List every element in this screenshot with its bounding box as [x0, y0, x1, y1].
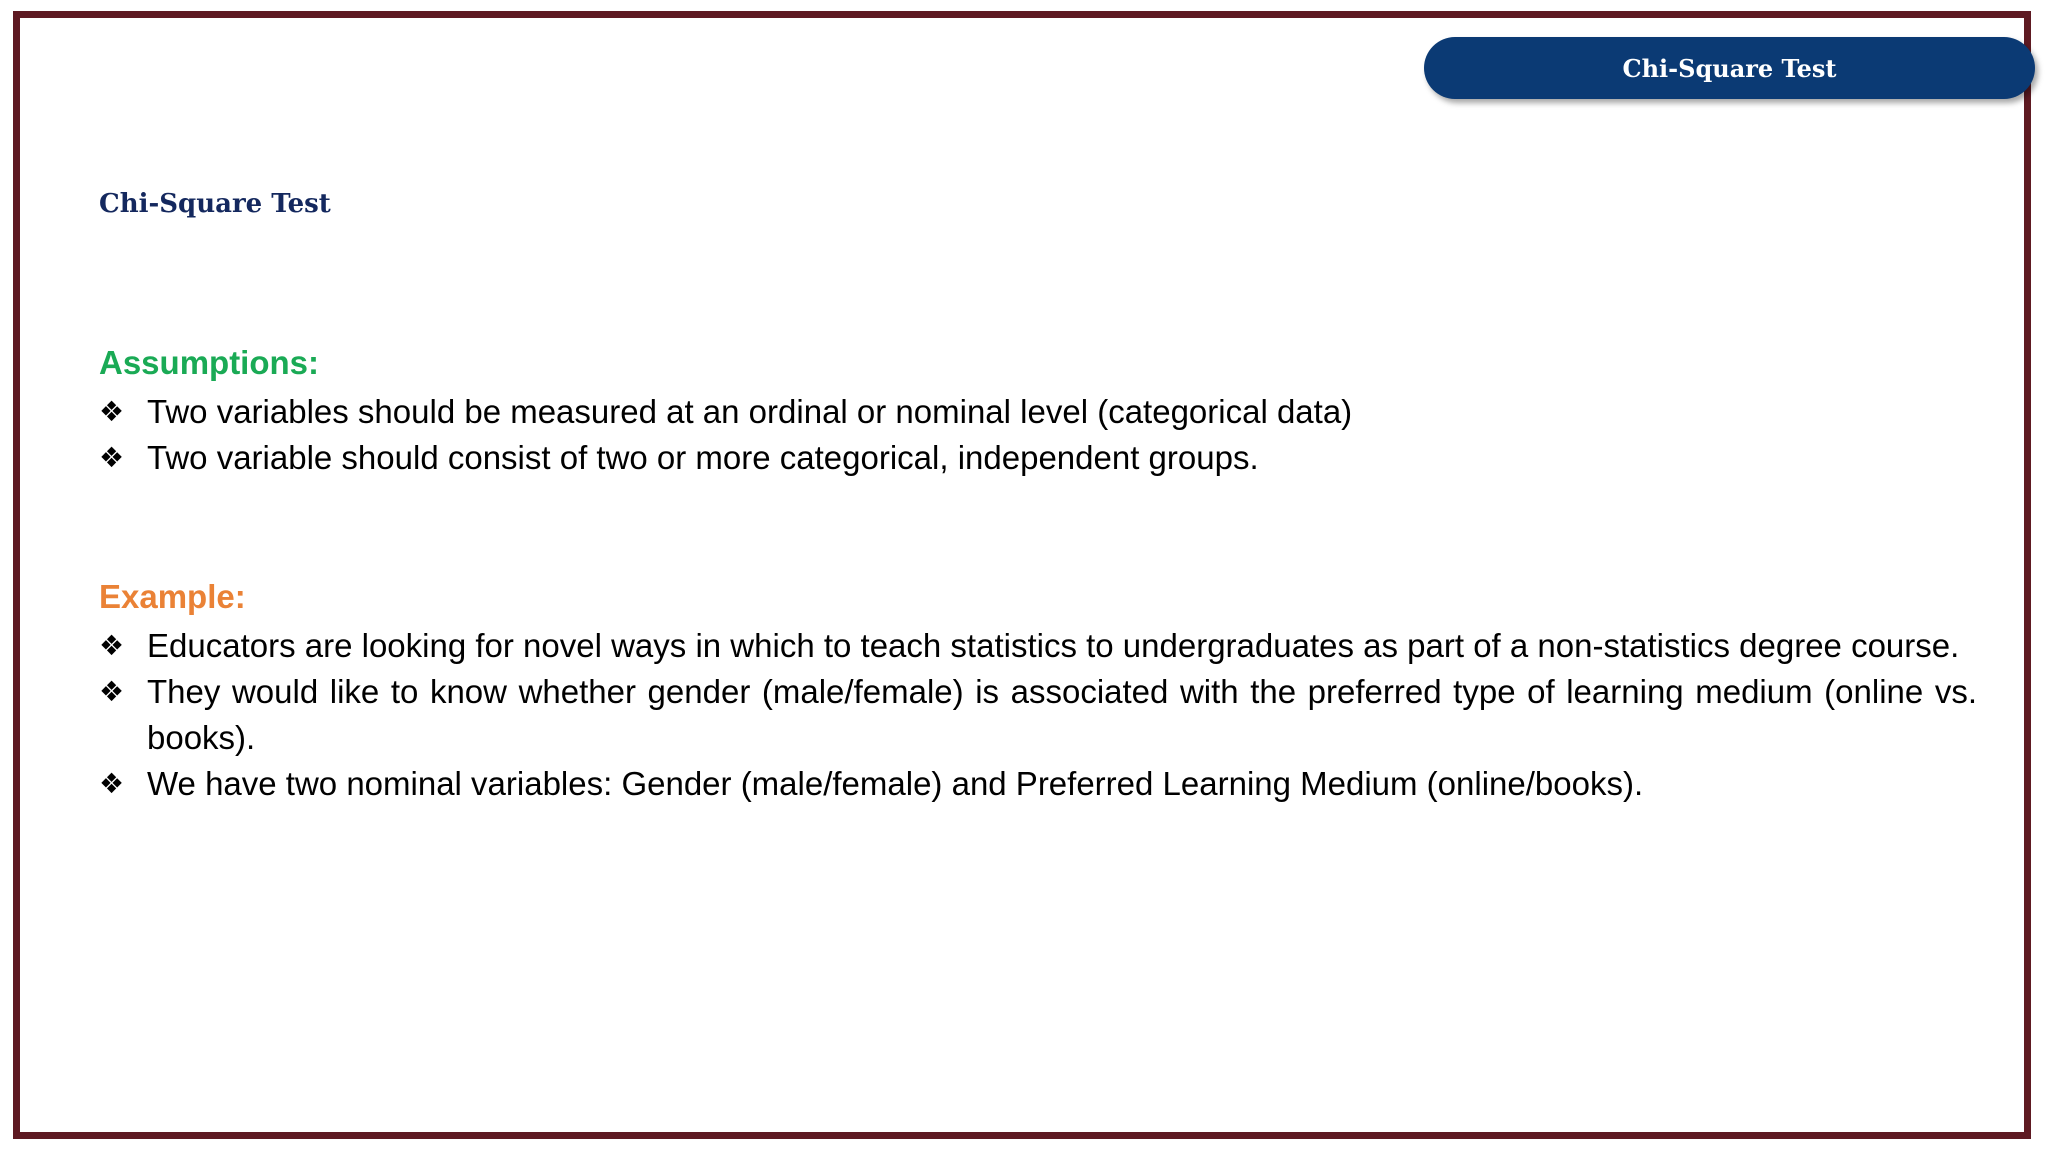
header-pill-label: Chi-Square Test [1622, 53, 1837, 83]
assumptions-list [99, 389, 1977, 481]
list-item-text: Educators are looking for novel ways in which to teach statistics to undergraduates as part of a non-statistics degree course. [147, 627, 1960, 664]
four-diamond-bullet-icon: ❖ [99, 629, 125, 662]
list-item [99, 623, 1977, 669]
four-diamond-bullet-icon: ❖ [99, 675, 125, 708]
list-item-text: Two variable should consist of two or more categorical, independent groups. [147, 439, 1259, 476]
four-diamond-bullet-icon: ❖ [99, 441, 125, 474]
list-item [99, 669, 1977, 761]
list-item [99, 435, 1977, 481]
list-item-text: We have two nominal variables: Gender (male/female) and Preferred Learning Medium (online/books). [147, 765, 1644, 802]
slide-frame [13, 11, 2031, 1139]
four-diamond-bullet-icon: ❖ [99, 767, 125, 800]
example-heading: Example: [99, 578, 246, 615]
example-list [99, 623, 1977, 807]
page-title: Chi-Square Test [99, 189, 331, 219]
list-item-text: They would like to know whether gender (male/female) is associated with the preferred type of learning medium (online vs. books). [147, 673, 1977, 756]
list-item-text: Two variables should be measured at an ordinal or nominal level (categorical data) [147, 393, 1353, 430]
four-diamond-bullet-icon: ❖ [99, 395, 125, 428]
header-pill [1424, 37, 2035, 99]
list-item [99, 389, 1977, 435]
list-item [99, 761, 1977, 807]
assumptions-heading: Assumptions: [99, 344, 320, 381]
